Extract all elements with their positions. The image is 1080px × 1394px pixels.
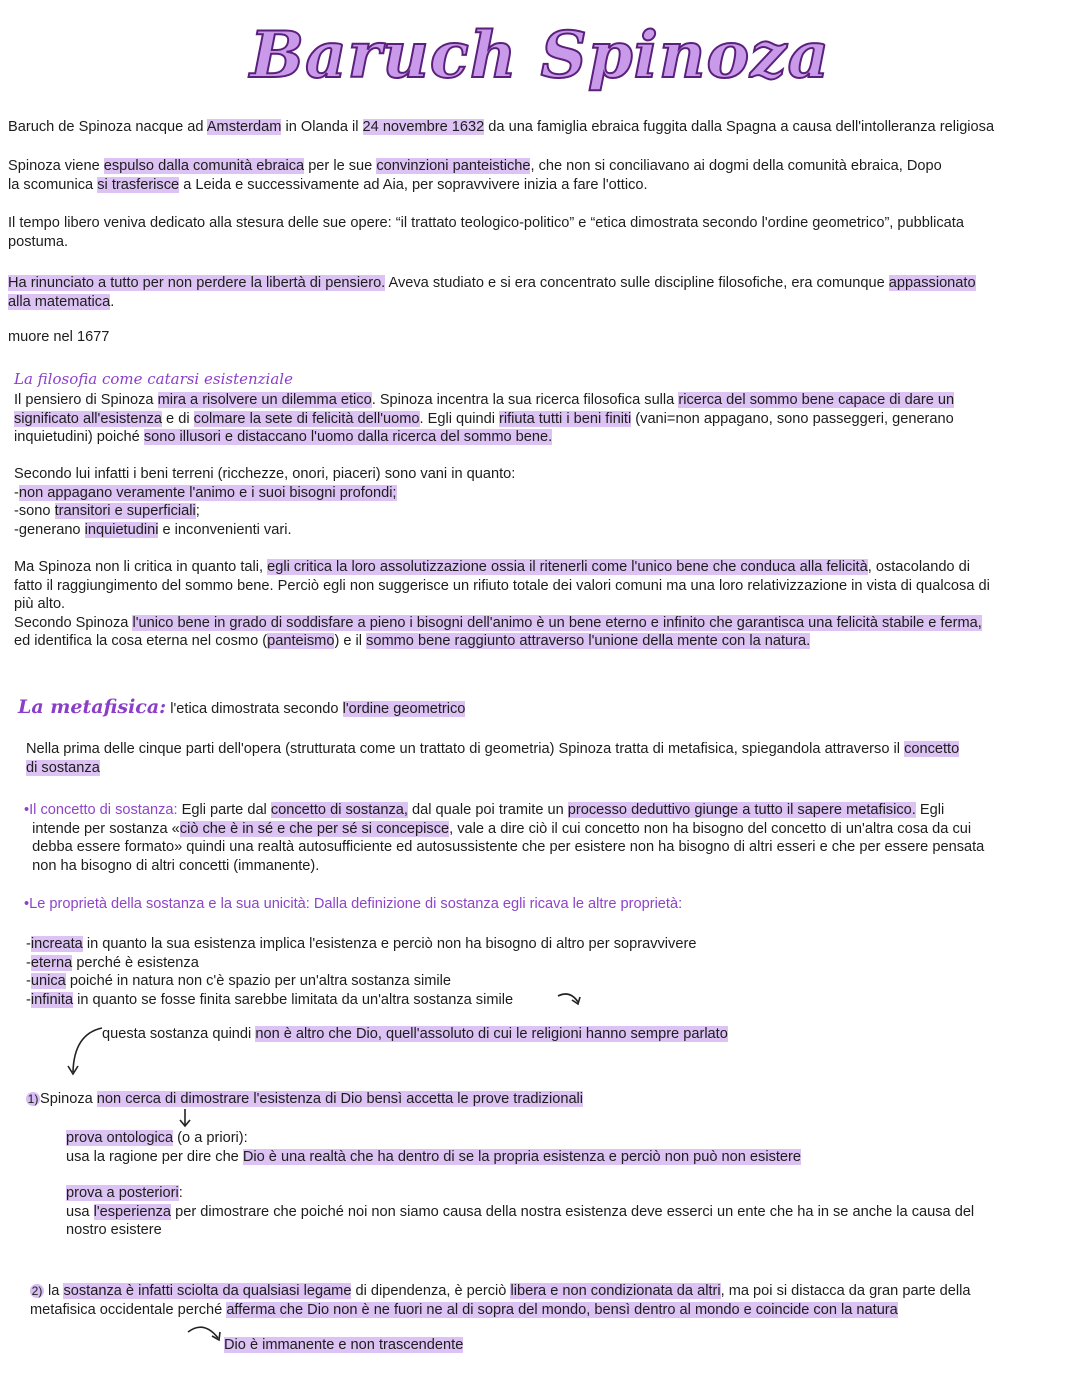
metafisica-paragraph-1: Nella prima delle cinque parti dell'opera (strutturata come un trattato di geometria) Spinoza tratta di metafisica, spiegandola attraverso il concetto di sostanza bbox=[26, 741, 960, 776]
page-title: Baruch Spinoza bbox=[250, 18, 830, 93]
point-1: 1) Spinoza non cerca di dimostrare l'esistenza di Dio bensì accetta le prove tradizionali bbox=[27, 1091, 584, 1107]
intro-paragraph-5: muore nel 1677 bbox=[8, 329, 110, 345]
section-heading-metafisica: La metafisica: l'etica dimostrata secondo l'ordine geometrico bbox=[18, 696, 466, 718]
catarsi-paragraph-3: Ma Spinoza non li critica in quanto tali, egli critica la loro assolutizzazione ossia il ritenerli come l'unico bene che conduca alla felicità, ostacolando di fatto il raggiungimento del sommo bene. Perciò egli non suggerisce un rifiuto totale dei valori comuni ma una loro relativizzazione in vista di qualcosa di più alto. Secondo Spinoza l'unico bene in grado di soddisfare a pieno i bisogni dell'animo è un bene eterno e infinito che garantisca una felicità stabile e ferma, ed identifica la cosa eterna nel cosmo (panteismo) e il sommo bene raggiunto attraverso l'unione della mente con la natura. bbox=[14, 559, 990, 650]
point-2: 2) la sostanza è infatti sciolta da qualsiasi legame di dipendenza, è perciò libera e non condizionata da altri, ma poi si distacca da gran parte della metafisica occidentale perché afferma che Dio non è ne fuori ne al di sopra del mondo, bensì dentro al mondo e coincide con la natura bbox=[30, 1283, 971, 1318]
curved-arrow-icon bbox=[64, 1024, 106, 1080]
conclusion: Dio è immanente e non trascendente bbox=[224, 1337, 464, 1353]
down-arrow-icon bbox=[178, 1108, 192, 1128]
prova-posteriori: prova a posteriori: usa l'esperienza per dimostrare che poiché noi non siamo causa della nostra esistenza deve esserci un ente che ha in se anche la causa del nostro esistere bbox=[66, 1185, 975, 1239]
section-heading-catarsi: La filosofia come catarsi esistenziale bbox=[14, 370, 293, 388]
intro-paragraph-3: Il tempo libero veniva dedicato alla stesura delle sue opere: “il trattato teologico-politico” e “etica dimostrata secondo l'ordine geometrico”, pubblicata postuma. bbox=[8, 215, 964, 250]
intro-paragraph-2: Spinoza viene espulso dalla comunità ebraica per le sue convinzioni panteistiche, che non si conciliavano ai dogmi della comunità ebraica, Dopo la scomunica si trasferisce a Leida e successivamente ad Aia, per sopravvivere inizia a fare l'ottico. bbox=[8, 158, 942, 193]
arrow-icon bbox=[556, 990, 586, 1012]
catarsi-paragraph-2: Secondo lui infatti i beni terreni (ricchezze, onori, piaceri) sono vani in quanto: -non appagano veramente l'animo e i suoi bisogni profondi; -sono transitori e superficiali; -generano inquietudini e inconvenienti vari. bbox=[14, 466, 516, 538]
intro-paragraph-1: Baruch de Spinoza nacque ad Amsterdam in Olanda il 24 novembre 1632 da una famiglia ebraica fuggita dalla Spagna a causa dell'intolleranza religiosa bbox=[8, 119, 995, 135]
proprieta-list: -increata in quanto la sua esistenza implica l'esistenza e perciò non ha bisogno di altro per sopravvivere -eterna perché è esistenza -unica poiché in natura non c'è spazio per un'altra sostanza simile -infinita in quanto se fosse finita sarebbe limitata da un'altra sostanza simile bbox=[26, 936, 697, 1008]
prova-ontologica: prova ontologica (o a priori): usa la ragione per dire che Dio è una realtà che ha dentro di se la propria esistenza e perciò non può non esistere bbox=[66, 1130, 802, 1165]
sostanza-paragraph: •Il concetto di sostanza: Egli parte dal concetto di sostanza, dal quale poi tramite un processo deduttivo giunge a tutto il sapere metafisico. Egli intende per sostanza «ciò che è in sé e che per sé si concepisce, vale a dire ciò il cui concetto non ha bisogno del concetto di un'altra cosa da cui debba essere formato» quindi una realtà autosufficiente ed autosussistente che per esistere non ha bisogno di altri esseri e che per essere pensata non ha bisogno di altri concetti (immanente). bbox=[24, 802, 985, 874]
proprieta-heading: •Le proprietà della sostanza e la sua unicità: Dalla definizione di sostanza egli ricava le altre proprietà: bbox=[24, 896, 683, 912]
catarsi-paragraph-1: Il pensiero di Spinoza mira a risolvere un dilemma etico. Spinoza incentra la sua ricerca filosofica sulla ricerca del sommo bene capace di dare un significato all'esistenza e di colmare la sete di felicità dell'uomo. Egli quindi rifiuta tutti i beni finiti (vani=non appagano, sono passeggeri, generano inquietudini) poiché sono illusori e distaccano l'uomo dalla ricerca del sommo bene. bbox=[14, 392, 955, 446]
curved-arrow-right-icon bbox=[186, 1322, 226, 1346]
intro-paragraph-4: Ha rinunciato a tutto per non perdere la libertà di pensiero. Aveva studiato e si era concentrato sulle discipline filosofiche, era comunque appassionato alla matematica. bbox=[8, 275, 976, 310]
dio-paragraph: questa sostanza quindi non è altro che Dio, quell'assoluto di cui le religioni hanno sempre parlato bbox=[102, 1026, 728, 1042]
